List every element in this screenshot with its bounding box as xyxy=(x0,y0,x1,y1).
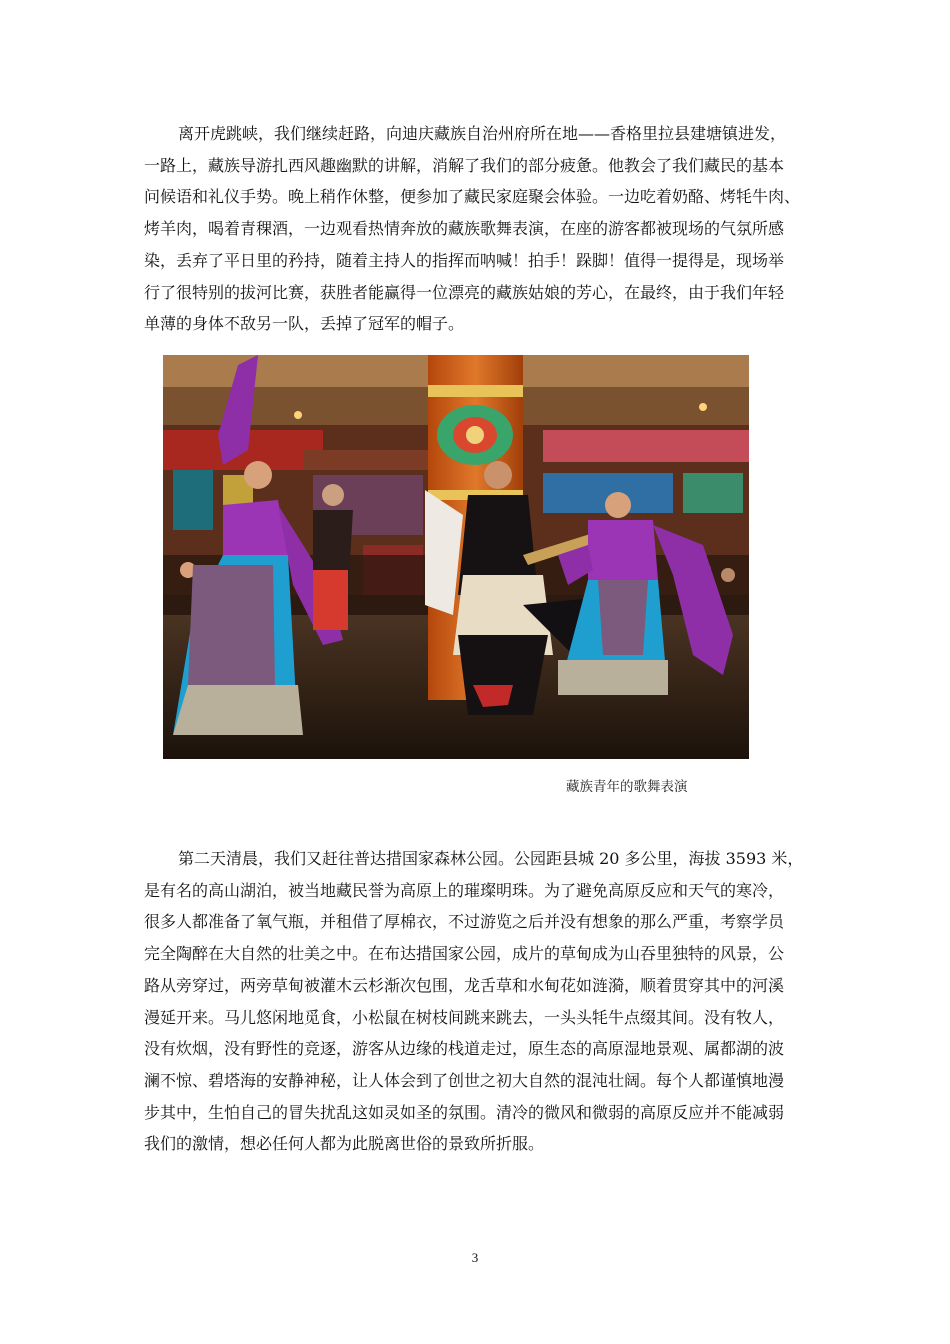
text-line: 问候语和礼仪手势。晚上稍作休整，便参加了藏民家庭聚会体验。一边吃着奶酪、烤牦牛肉、 xyxy=(144,187,801,207)
text-line: 我们的激情，想必任何人都为此脱离世俗的景致所折服。 xyxy=(144,1134,545,1154)
text-line: 完全陶醉在大自然的壮美之中。在布达措国家公园，成片的草甸成为山吞里独特的风景，公 xyxy=(144,944,785,964)
text-line: 行了很特别的拔河比赛，获胜者能赢得一位漂亮的藏族姑娘的芳心，在最终，由于我们年轻 xyxy=(144,282,785,302)
text-line: 漫延开来。马儿悠闲地觅食，小松鼠在树枝间跳来跳去，一头头牦牛点缀其间。没有牧人， xyxy=(144,1007,785,1027)
photo-caption: 藏族青年的歌舞表演 xyxy=(566,779,688,795)
text-line: 很多人都准备了氧气瓶，并租借了厚棉衣，不过游览之后并没有想象的那么严重，考察学员 xyxy=(144,912,785,932)
text-line: 是有名的高山湖泊，被当地藏民誉为高原上的璀璨明珠。为了避免高原反应和天气的寒冷， xyxy=(144,880,785,900)
text-line: 步其中，生怕自己的冒失扰乱这如灵如圣的氛围。清冷的微风和微弱的高原反应并不能减弱 xyxy=(144,1102,785,1122)
tibetan-dance-photo xyxy=(163,355,749,759)
text-line: 澜不惊、碧塔海的安静神秘，让人体会到了创世之初大自然的混沌壮阔。每个人都谨慎地漫 xyxy=(144,1070,785,1090)
page-number: 3 xyxy=(471,1250,479,1265)
text-line: 离开虎跳峡，我们继续赶路，向迪庆藏族自治州府所在地——香格里拉县建塘镇进发， xyxy=(178,124,787,143)
text-line: 第二天清晨，我们又赶往普达措国家森林公园。公园距县城 20 多公里，海拔 3593 米， xyxy=(178,849,804,868)
text-line: 没有炊烟，没有野性的竞逐，游客从边缘的栈道走过，原生态的高原湿地景观、属都湖的波 xyxy=(144,1039,785,1059)
paragraph-tiger-leaping-gorge xyxy=(144,118,808,340)
text-line: 染，丢弃了平日里的矜持，随着主持人的指挥而呐喊！拍手！跺脚！值得一提得是，现场举 xyxy=(144,250,785,270)
paragraph-pudacuo-park xyxy=(144,843,808,1160)
text-line: 一路上，藏族导游扎西风趣幽默的讲解，消解了我们的部分疲惫。他教会了我们藏民的基本 xyxy=(144,155,785,175)
text-line: 单薄的身体不敌另一队，丢掉了冠军的帽子。 xyxy=(144,314,465,334)
text-line: 烤羊肉，喝着青稞酒，一边观看热情奔放的藏族歌舞表演，在座的游客都被现场的气氛所感 xyxy=(144,219,785,239)
text-line: 路从旁穿过，两旁草甸被灌木云杉渐次包围，龙舌草和水甸花如涟漪，顺着贯穿其中的河溪 xyxy=(144,975,785,995)
